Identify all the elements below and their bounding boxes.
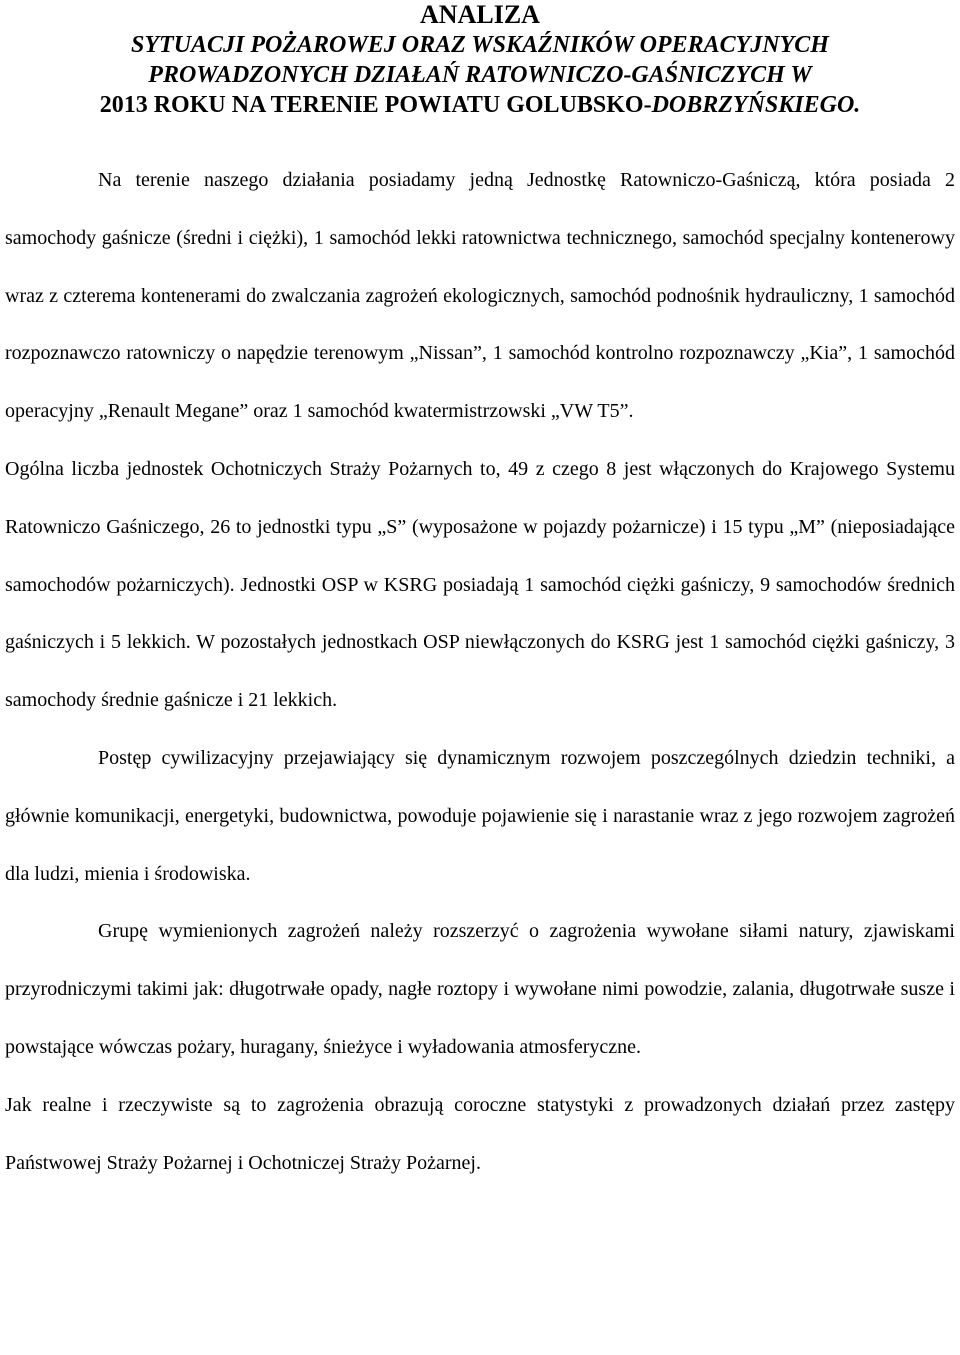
title-line-4-italic: DOBRZYŃSKIEGO. — [651, 92, 861, 118]
document-title — [0, 0, 960, 120]
title-line-2: SYTUACJI POŻAROWEJ ORAZ WSKAŹNIKÓW OPERACYJNYCH — [131, 32, 829, 58]
title-line-1: ANALIZA — [420, 0, 540, 29]
title-line-4 — [0, 90, 960, 120]
body-text — [5, 152, 955, 1192]
paragraph-4: Grupę wymienionych zagrożeń należy rozszerzyć o zagrożenia wywołane siłami natury, zjawiskami przyrodniczymi takimi jak: długotrwałe opady, nagłe roztopy i wywołane nimi powodzie, zalania, długotrwałe susze i powstające wówczas pożary, huragany, śnieżyce i wyładowania atmosferyczne. — [5, 920, 955, 1058]
paragraph-3: Postęp cywilizacyjny przejawiający się dynamicznym rozwojem poszczególnych dziedzin techniki, a głównie komunikacji, energetyki, budownictwa, powoduje pojawienie się i narastanie wraz z jego rozwojem zagrożeń dla ludzi, mienia i środowiska. — [5, 746, 955, 885]
paragraph-2: Ogólna liczba jednostek Ochotniczych Straży Pożarnych to, 49 z czego 8 jest włączonych do Krajowego Systemu Ratowniczo Gaśniczego, 26 to jednostki typu „S” (wyposażone w pojazdy pożarnicze) i 15 typu „M” (nieposiadające samochodów pożarniczych). Jednostki OSP w KSRG posiadają 1 samochód ciężki gaśniczy, 9 samochodów średnich gaśniczych i 5 lekkich. W pozostałych jednostkach OSP niewłączonych do KSRG jest 1 samochód ciężki gaśniczy, 3 samochody średnie gaśnicze i 21 lekkich. — [5, 457, 955, 712]
title-line-4-regular: 2013 ROKU NA TERENIE POWIATU GOLUBSKO- — [99, 92, 652, 118]
paragraph-5: Jak realne i rzeczywiste są to zagrożenia obrazują coroczne statystyki z prowadzonych działań przez zastępy Państwowej Straży Pożarnej i Ochotniczej Straży Pożarnej. — [5, 1093, 955, 1174]
title-line-3: PROWADZONYCH DZIAŁAŃ RATOWNICZO-GAŚNICZYCH W — [148, 62, 812, 88]
paragraph-1: Na terenie naszego działania posiadamy jedną Jednostkę Ratowniczo-Gaśniczą, która posiada 2 samochody gaśnicze (średni i ciężki), 1 samochód lekki ratownictwa technicznego, samochód specjalny kontenerowy wraz z czterema kontenerami do zwalczania zagrożeń ekologicznych, samochód podnośnik hydrauliczny, 1 samochód rozpoznawczo ratowniczy o napędzie terenowym „Nissan”, 1 samochód kontrolno rozpoznawczy „Kia”, 1 samochód operacyjny „Renault Megane” oraz 1 samochód kwatermistrzowski „VW T5”. — [5, 169, 955, 423]
